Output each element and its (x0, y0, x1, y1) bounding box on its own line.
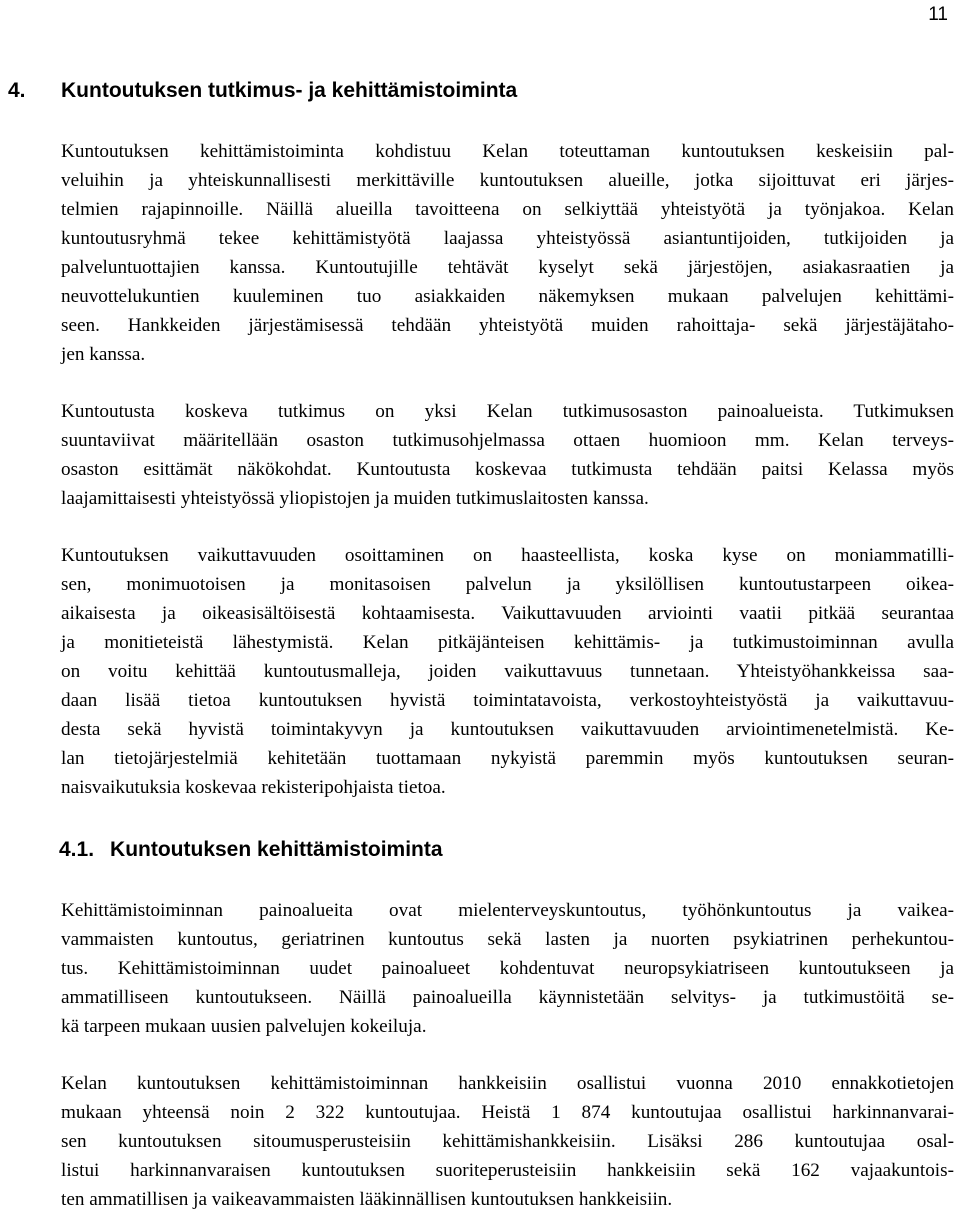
paragraph (61, 397, 954, 513)
text-line: veluihin ja yhteiskunnallisesti merkittäville kuntoutuksen alueille, jotka sijoittuvat eri järjes- (61, 170, 954, 191)
subsection-title: Kuntoutuksen kehittämistoiminta (110, 838, 443, 861)
text-line: naisvaikutuksia koskevaa rekisteripohjaista tietoa. (61, 777, 446, 798)
text-line: vammaisten kuntoutus, geriatrinen kuntoutus sekä lasten ja nuorten psykiatrinen perhekuntou- (61, 929, 954, 950)
text-line: suuntaviivat määritellään osaston tutkimusohjelmassa ottaen huomioon mm. Kelan terveys- (61, 430, 954, 451)
text-line: neuvottelukuntien kuuleminen tuo asiakkaiden näkemyksen mukaan palvelujen kehittämi- (61, 286, 954, 307)
text-line: Kuntoutuksen kehittämistoiminta kohdistuu Kelan toteuttaman kuntoutuksen keskeisiin pal- (61, 141, 954, 162)
section-title: Kuntoutuksen tutkimus- ja kehittämistoiminta (61, 79, 518, 102)
text-line: Kelan kuntoutuksen kehittämistoiminnan hankkeisiin osallistui vuonna 2010 ennakkotietojen (61, 1073, 954, 1094)
text-line: sen, monimuotoisen ja monitasoisen palvelun ja yksilöllisen kuntoutustarpeen oikea- (61, 574, 954, 595)
text-line: seen. Hankkeiden järjestämisessä tehdään yhteistyötä muiden rahoittaja- sekä järjestäjätaho- (61, 315, 954, 336)
text-line: kuntoutusryhmä tekee kehittämistyötä laajassa yhteistyössä asiantuntijoiden, tutkijoiden ja (61, 228, 954, 249)
text-line: kä tarpeen mukaan uusien palvelujen kokeiluja. (61, 1016, 427, 1037)
section-paragraphs (61, 137, 954, 802)
subsection-paragraphs (61, 896, 954, 1214)
text-line: jen kanssa. (61, 344, 146, 365)
text-line: laajamittaisesti yhteistyössä yliopistojen ja muiden tutkimuslaitosten kanssa. (61, 488, 649, 509)
text-line: Kuntoutusta koskeva tutkimus on yksi Kelan tutkimusosaston painoalueista. Tutkimuksen (61, 401, 954, 422)
section-number: 4. (8, 79, 26, 102)
text-line: tus. Kehittämistoiminnan uudet painoalueet kohdentuvat neuropsykiatriseen kuntoutukseen ja (61, 958, 954, 979)
text-line: aikaisesta ja oikeasisältöisestä kohtaamisesta. Vaikuttavuuden arviointi vaatii pitkää seurantaa (61, 603, 954, 624)
text-line: on voitu kehittää kuntoutusmalleja, joiden vaikuttavuus tunnetaan. Yhteistyöhankkeissa saa- (61, 661, 954, 682)
text-line: telmien rajapinnoille. Näillä alueilla tavoitteena on selkiyttää yhteistyötä ja työnjakoa. Kelan (61, 199, 954, 220)
text-line: ten ammatillisen ja vaikeavammaisten lääkinnällisen kuntoutuksen hankkeisiin. (61, 1189, 673, 1210)
text-line: daan lisää tietoa kuntoutuksen hyvistä toimintatavoista, verkostoyhteistyöstä ja vaikuttavuu- (61, 690, 954, 711)
text-line: Kehittämistoiminnan painoalueita ovat mielenterveyskuntoutus, työhönkuntoutus ja vaikea- (61, 900, 954, 921)
text-line: lan tietojärjestelmiä kehitetään tuottamaan nykyistä paremmin myös kuntoutuksen seuran- (61, 748, 954, 769)
page-number: 11 (928, 4, 948, 25)
text-line: Kuntoutuksen vaikuttavuuden osoittaminen on haasteellista, koska kyse on moniammatilli- (61, 545, 954, 566)
document-body (8, 78, 954, 1214)
text-line: listui harkinnanvaraisen kuntoutuksen suoriteperusteisiin hankkeisiin sekä 162 vajaakuntois- (61, 1160, 954, 1181)
subsection-heading (61, 837, 954, 863)
text-line: palveluntuottajien kanssa. Kuntoutujille tehtävät kyselyt sekä järjestöjen, asiakasraatien ja (61, 257, 954, 278)
text-line: ja monitieteistä lähestymistä. Kelan pitkäjänteisen kehittämis- ja tutkimustoiminnan avulla (61, 632, 954, 653)
paragraph (61, 137, 954, 369)
paragraph (61, 896, 954, 1041)
text-line: ammatilliseen kuntoutukseen. Näillä painoalueilla käynnistetään selvitys- ja tutkimustöitä se- (61, 987, 954, 1008)
text-line: osaston esittämät näkökohdat. Kuntoutusta koskevaa tutkimusta tehdään paitsi Kelassa myös (61, 459, 954, 480)
paragraph (61, 1069, 954, 1214)
subsection-number: 4.1. (59, 838, 95, 861)
section-heading (8, 78, 954, 104)
text-line: mukaan yhteensä noin 2 322 kuntoutujaa. Heistä 1 874 kuntoutujaa osallistui harkinnanvarai- (61, 1102, 954, 1123)
text-line: desta sekä hyvistä toimintakyvyn ja kuntoutuksen vaikuttavuuden arviointimenetelmistä. Ke- (61, 719, 954, 740)
paragraph (61, 541, 954, 802)
text-line: sen kuntoutuksen sitoumusperusteisiin kehittämishankkeisiin. Lisäksi 286 kuntoutujaa osal- (61, 1131, 954, 1152)
